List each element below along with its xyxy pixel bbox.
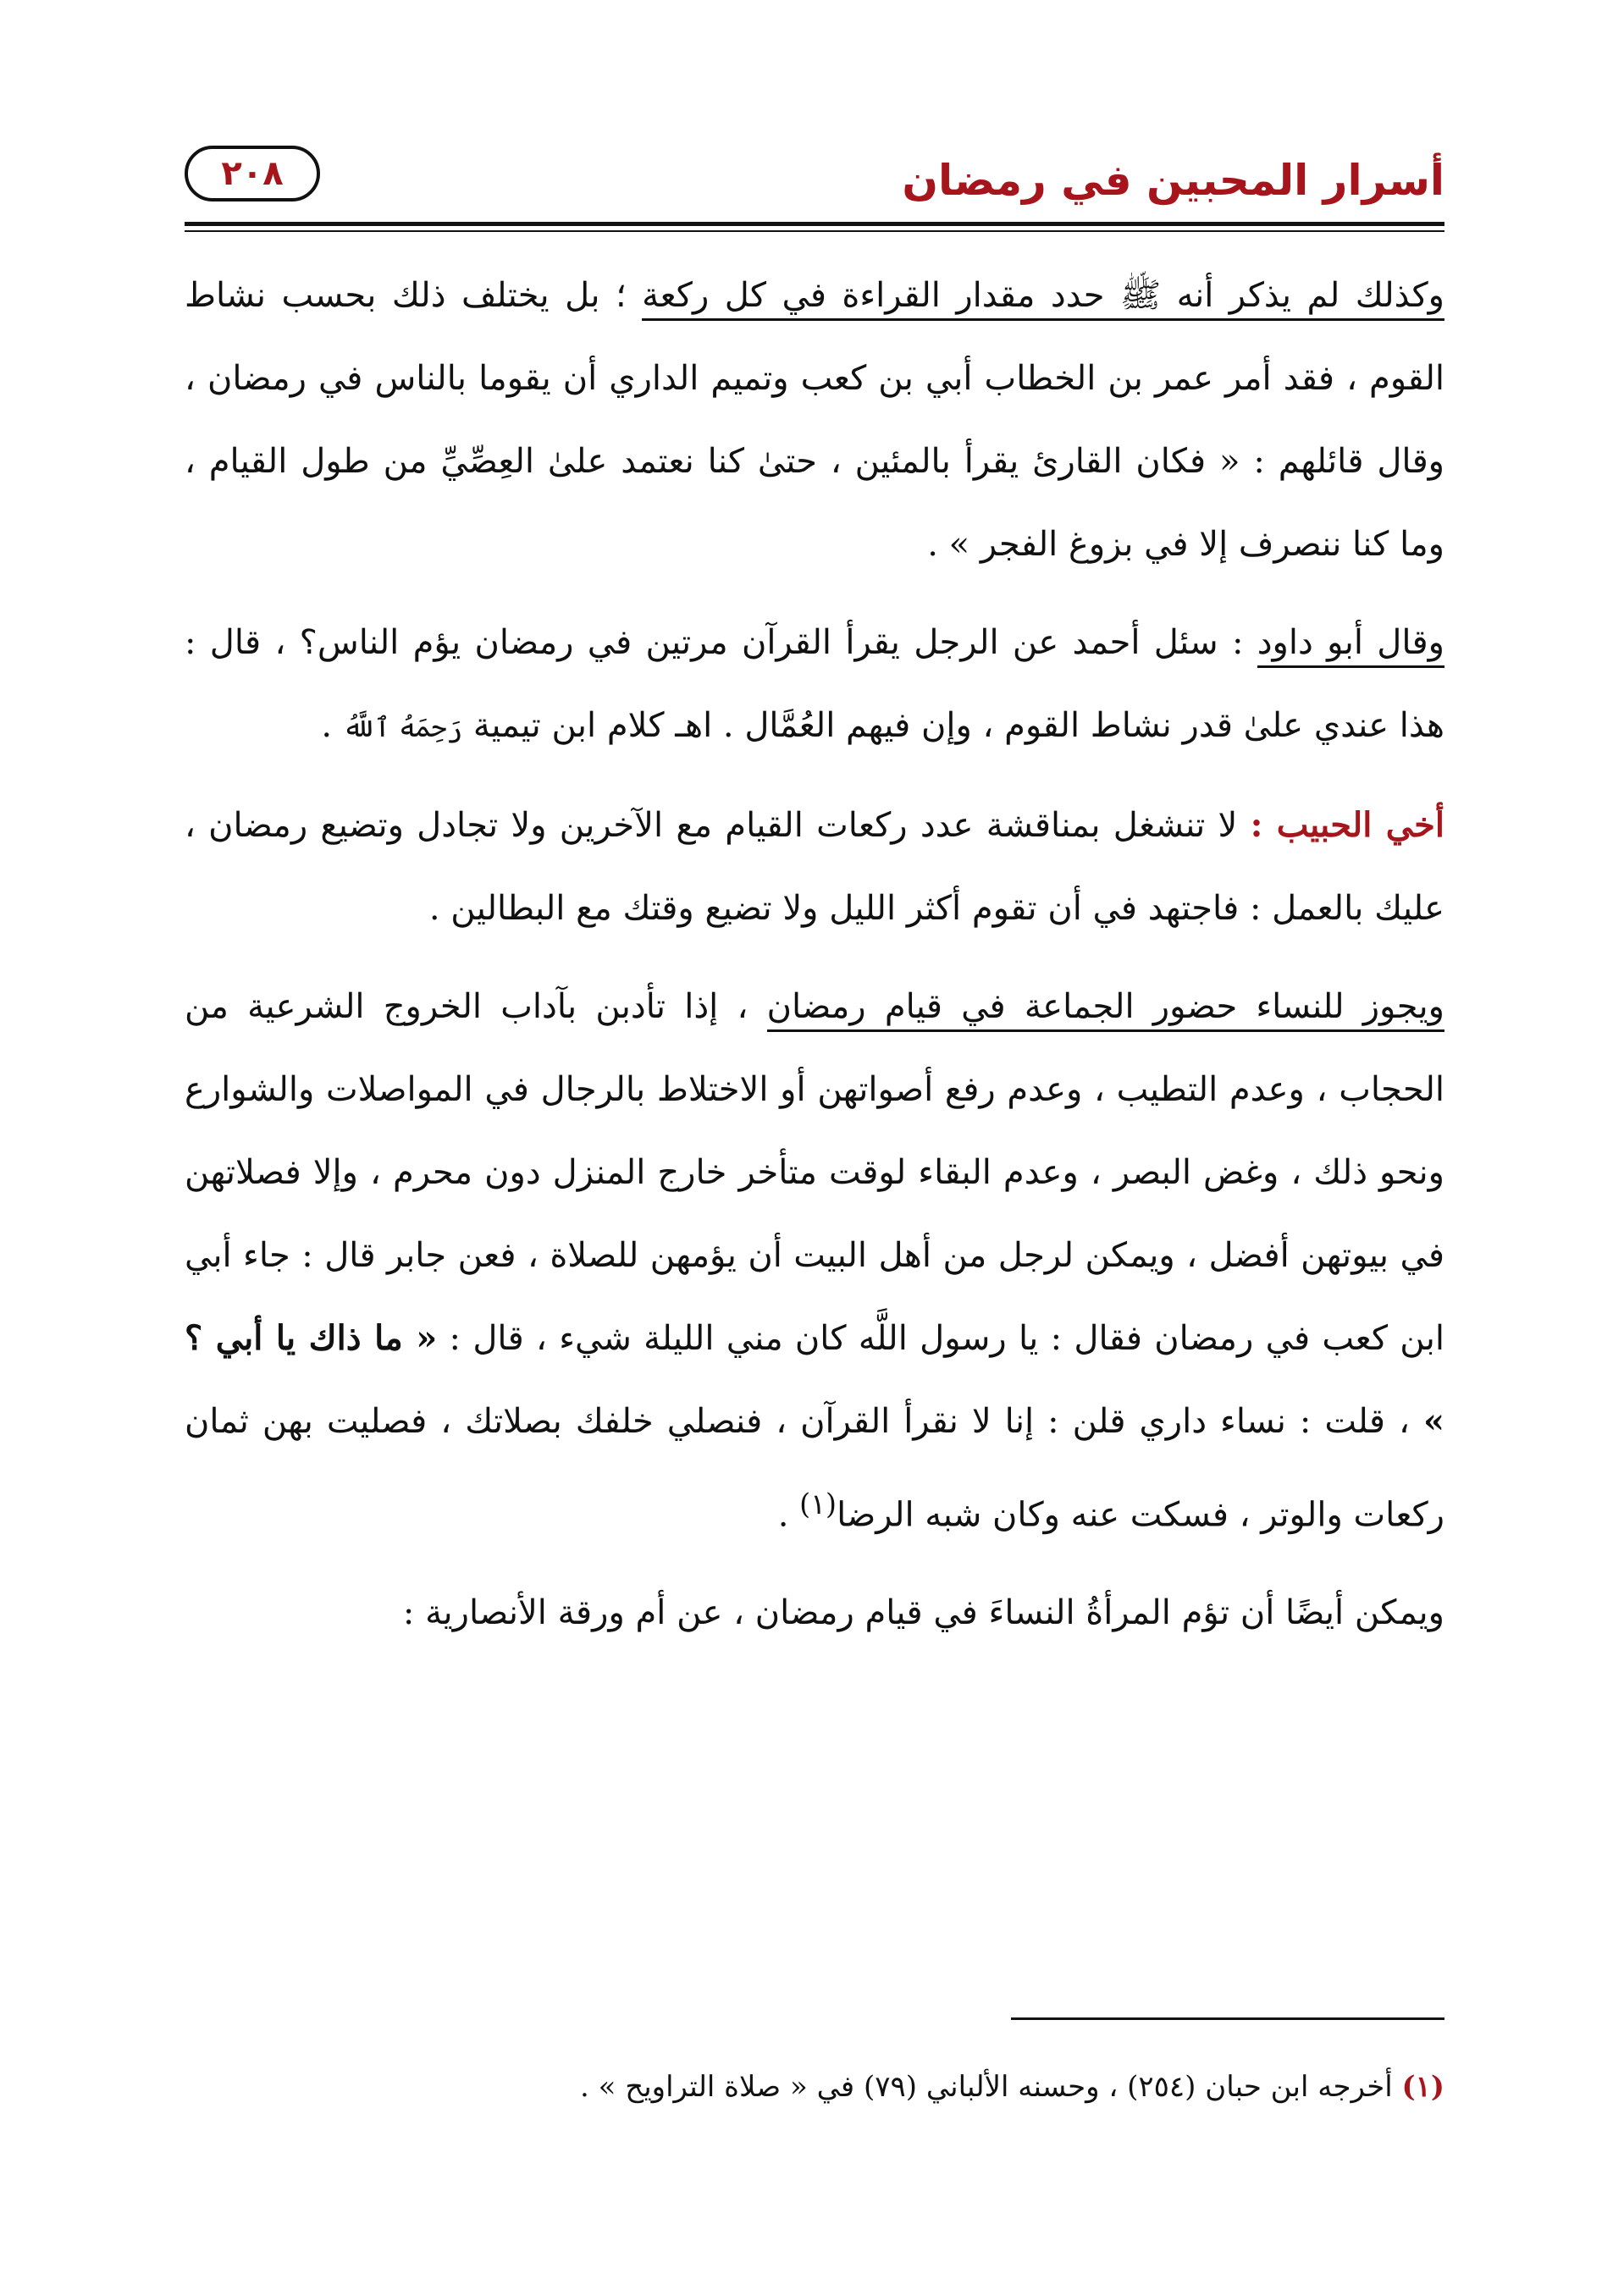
paragraph-2-lead: وقال أبو داود [1257, 623, 1444, 668]
paragraph-2-end: . [321, 706, 343, 745]
paragraph-3 [185, 784, 1444, 950]
footnote-reference: (١) [799, 1487, 837, 1521]
paragraph-2 [185, 601, 1444, 769]
hadith-quote: « ما ذاك يا أبي ؟ » [185, 1318, 1444, 1441]
paragraph-4-lead: ويجوز للنساء حضور الجماعة في قيام رمضان [767, 987, 1444, 1032]
paragraph-1-text: ؛ بل يختلف ذلك بحسب نشاط القوم ، فقد أمر عمر بن الخطاب أبي بن كعب وتميم الداري أن يقوما بالناس في رمضان ، وقال قائلهم : « فكان القارئ يقرأ بالمئين ، حتىٰ كنا نعتمد علىٰ العِصِّيِّ من طول القيام ، وما كنا ننصرف إلا في بزوغ الفجر » . [185, 276, 1445, 564]
paragraph-3-lead: أخي الحبيب : [1250, 805, 1444, 845]
paragraph-2-text: : سئل أحمد عن الرجل يقرأ القرآن مرتين في رمضان يؤم الناس؟ ، قال : هذا عندي علىٰ قدر نشاط القوم ، وإن فيهم العُمَّال . اهـ كلام ابن تيمية [185, 623, 1444, 745]
header-rule-thin [185, 230, 1444, 232]
paragraph-3-text: لا تنشغل بمناقشة عدد ركعات القيام مع الآخرين ولا تجادل وتضيع رمضان ، عليك بالعمل : فاجتهد في أن تقوم أكثر الليل ولا تضيع وقتك مع البطالين . [185, 806, 1444, 928]
paragraph-4 [185, 965, 1444, 1556]
paragraph-1 [185, 254, 1444, 586]
honorific-ornament: رَحِمَهُ ٱللَّهُ [342, 711, 463, 743]
footnote-separator [1011, 2017, 1444, 2020]
footnote-number: (١) [1401, 2070, 1444, 2104]
paragraph-4-text: ، إذا تأدبن بآداب الخروج الشرعية من الحجاب ، وعدم التطيب ، وعدم رفع أصواتهن أو الاختلاط بالرجال في المواصلات والشوارع ونحو ذلك ، وغض البصر ، وعدم البقاء لوقت متأخر خارج المنزل دون محرم ، وإلا فصلاتهن في بيوتهن أفضل ، ويمكن لرجل من أهل البيت أن يؤمهن للصلاة ، فعن جابر قال : جاء أبي ابن كعب في رمضان فقال : يا رسول اللَّه كان مني الليلة شيء ، قال : [185, 987, 1444, 1358]
page-number-badge: ٢٠٨ [185, 146, 320, 201]
paragraph-4-end: . [777, 1495, 800, 1535]
footnote-text: أخرجه ابن حبان (٢٥٤) ، وحسنه الألباني (٧٩) في « صلاة التراويح » . [580, 2070, 1402, 2104]
paragraph-4-tail: ، قلت : نساء داري قلن : إنا لا نقرأ القرآن ، فنصلي خلفك بصلاتك ، فصليت بهن ثمان ركعات والوتر ، فسكت عنه وكان شبه الرضا [185, 1402, 1444, 1535]
main-text [185, 254, 1444, 1654]
paragraph-1-lead: وكذلك لم يذكر أنه ﷺ حدد مقدار القراءة في كل ركعة [642, 276, 1444, 321]
book-title: أسرار المحبين في رمضان [902, 156, 1444, 205]
footnote [185, 2066, 1444, 2108]
page-header [185, 146, 1444, 230]
paragraph-5: ويمكن أيضًا أن تؤم المرأةُ النساءَ في قيام رمضان ، عن أم ورقة الأنصارية : [402, 1593, 1444, 1633]
header-rule-thick [185, 222, 1444, 226]
